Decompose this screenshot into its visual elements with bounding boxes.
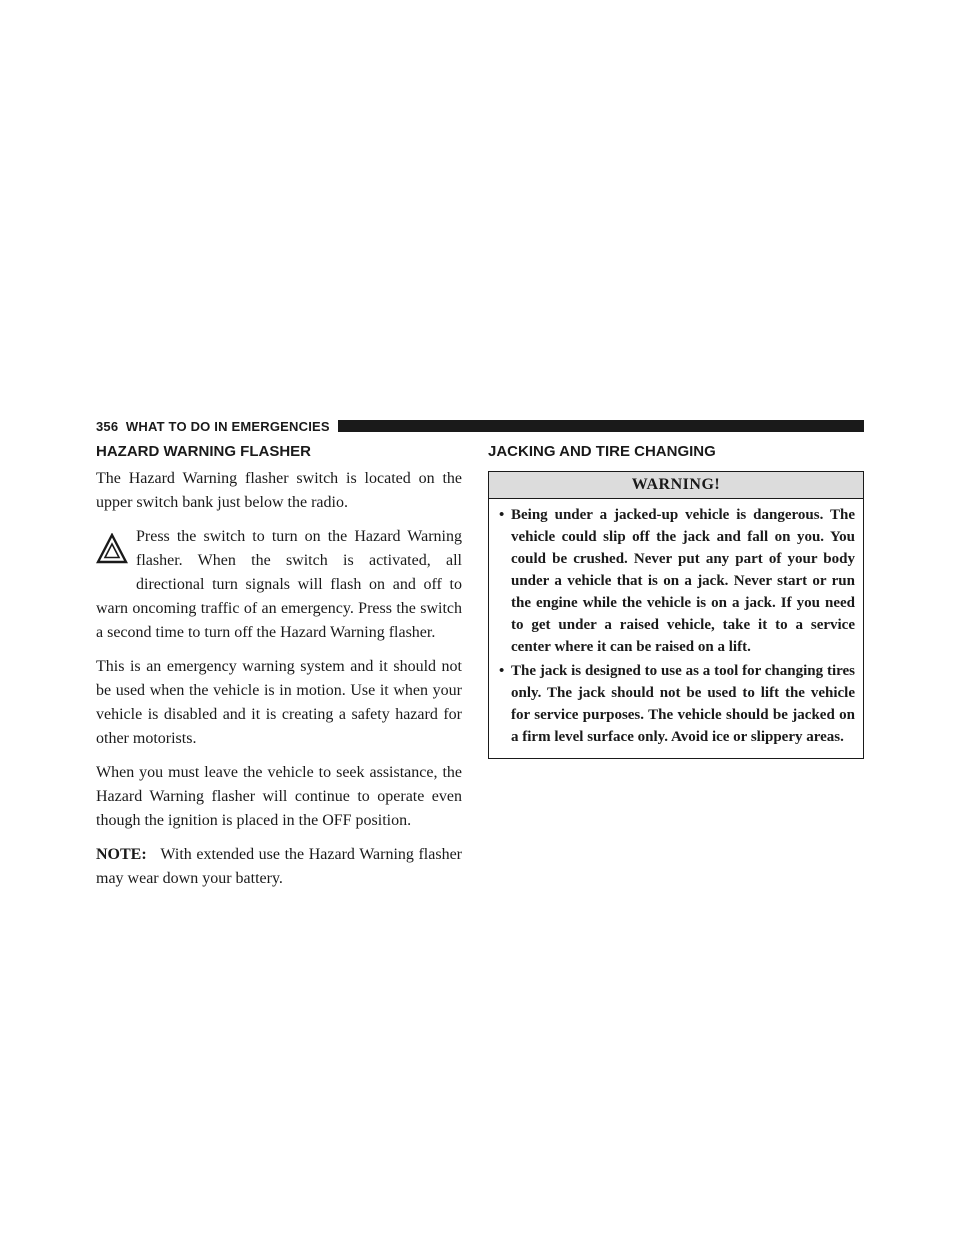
warning-list [489,499,863,758]
paragraph-press-switch [96,525,462,645]
left-column [96,441,462,901]
page-header-text [96,419,338,434]
press-switch-text: Press the switch to turn on the Hazard Warning flasher. When the switch is activated, all directional turn signals will flash on and off to warn oncoming traffic of an emergency. Press the switch a second time to turn off the Hazard Warning flasher. [96,528,462,641]
paragraph-leave-vehicle: When you must leave the vehicle to seek assistance, the Hazard Warning flasher will continue to operate even though the ignition is placed in the OFF position. [96,764,462,829]
right-column [488,441,864,759]
page-number: 356 [96,418,119,434]
hazard-triangle-icon [96,533,136,577]
note-text: With extended use the Hazard Warning flasher may wear down your battery. [96,846,463,887]
warning-box [488,471,864,759]
warning-item [499,504,855,658]
page-header [96,416,864,436]
jacking-section-title: JACKING AND TIRE CHANGING [488,443,716,460]
bullet-icon: • [499,663,505,679]
bullet-icon: • [499,507,505,523]
warning-item-text: Being under a jacked-up vehicle is dangerous. The vehicle could slip off the jack and fall on you. You could be crushed. Never put any part of your body under a vehicle that is on a jack. Never start or run the engine while the vehicle is on a jack. If you need to get under a raised vehicle, take it to a service center where it can be raised on a lift. [511,507,855,655]
hazard-section-title: HAZARD WARNING FLASHER [96,443,311,460]
paragraph-emergency-system: This is an emergency warning system and it should not be used when the vehicle is in motion. Use it when your vehicle is disabled and it is creating a safety hazard for other motorists. [96,658,462,747]
section-name: WHAT TO DO IN EMERGENCIES [125,418,330,434]
note-label: NOTE: [96,846,147,863]
header-rule [338,420,864,432]
note-paragraph [96,843,462,891]
paragraph-switch-location: The Hazard Warning flasher switch is located on the upper switch bank just below the radio. [96,470,462,511]
warning-title: WARNING! [489,472,863,499]
warning-item-text: The jack is designed to use as a tool for changing tires only. The jack should not be used to lift the vehicle for service purposes. The vehicle should be jacked on a firm level surface only. Avoid ice or slippery areas. [511,663,855,745]
warning-item [499,660,855,748]
